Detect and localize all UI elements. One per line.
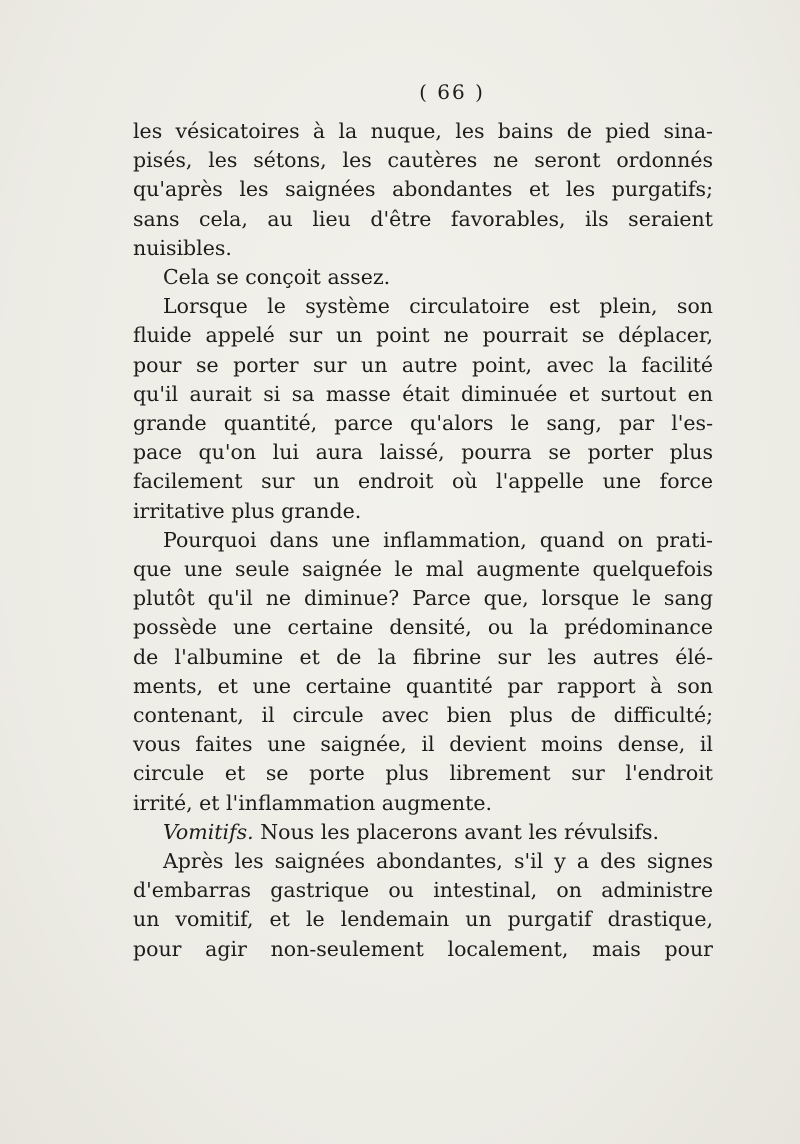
text-line: nuisibles. — [133, 235, 232, 260]
text-line: Cela se conçoit assez. — [163, 265, 391, 290]
text-line: un vomitif, et le lendemain un purgatif drastique, — [133, 907, 713, 932]
paragraph — [133, 292, 713, 526]
paragraph — [133, 263, 713, 292]
text-line: sans cela, au lieu d'être favorables, ils seraient — [133, 206, 713, 231]
text-fragment: Nous les placerons avant les révulsifs. — [253, 819, 660, 844]
text-line: plutôt qu'il ne diminue? Parce que, lorsque le sang — [133, 586, 713, 611]
paragraph — [133, 117, 713, 263]
text-line: pour agir non-seulement localement, mais pour — [133, 936, 713, 961]
body-text — [133, 117, 713, 964]
text-line: fluide appelé sur un point ne pourrait se déplacer, — [133, 323, 713, 348]
paragraph — [133, 818, 713, 847]
text-line: d'embarras gastrique ou intestinal, on administre — [133, 878, 713, 903]
text-line — [133, 818, 713, 847]
section-heading-italic: Vomitifs. — [163, 819, 254, 844]
text-line: qu'il aurait si sa masse était diminuée et surtout en — [133, 381, 713, 406]
text-line: que une seule saignée le mal augmente quelquefois — [133, 557, 713, 582]
text-line: Lorsque le système circulatoire est plein, son — [163, 294, 713, 319]
text-line: vous faites une saignée, il devient moins dense, il — [133, 732, 713, 757]
text-line: contenant, il circule avec bien plus de difficulté; — [133, 703, 713, 728]
text-line: qu'après les saignées abondantes et les purgatifs; — [133, 177, 713, 202]
text-line: facilement sur un endroit où l'appelle une force — [133, 469, 713, 494]
text-line: possède une certaine densité, ou la prédominance — [133, 615, 713, 640]
text-line: pace qu'on lui aura laissé, pourra se porter plus — [133, 440, 713, 465]
text-line: de l'albumine et de la fibrine sur les autres élé- — [133, 644, 713, 669]
text-line: les vésicatoires à la nuque, les bains de pied sina- — [133, 119, 713, 143]
text-line: Pourquoi dans une inflammation, quand on prati- — [163, 527, 713, 552]
text-line: pisés, les sétons, les cautères ne seront ordonnés — [133, 148, 713, 173]
text-line: irrité, et l'inflammation augmente. — [133, 790, 493, 815]
text-line: circule et se porte plus librement sur l'endroit — [133, 761, 713, 786]
paragraph — [133, 847, 713, 964]
text-line: Après les saignées abondantes, s'il y a des signes — [163, 849, 713, 874]
page-number: ( 66 ) — [419, 80, 485, 104]
text-line: grande quantité, parce qu'alors le sang, par l'es- — [133, 411, 713, 436]
paragraph — [133, 526, 713, 818]
text-line: ments, et une certaine quantité par rapport à son — [133, 673, 713, 698]
text-line: pour se porter sur un autre point, avec la facilité — [133, 352, 713, 377]
text-line: irritative plus grande. — [133, 498, 362, 523]
